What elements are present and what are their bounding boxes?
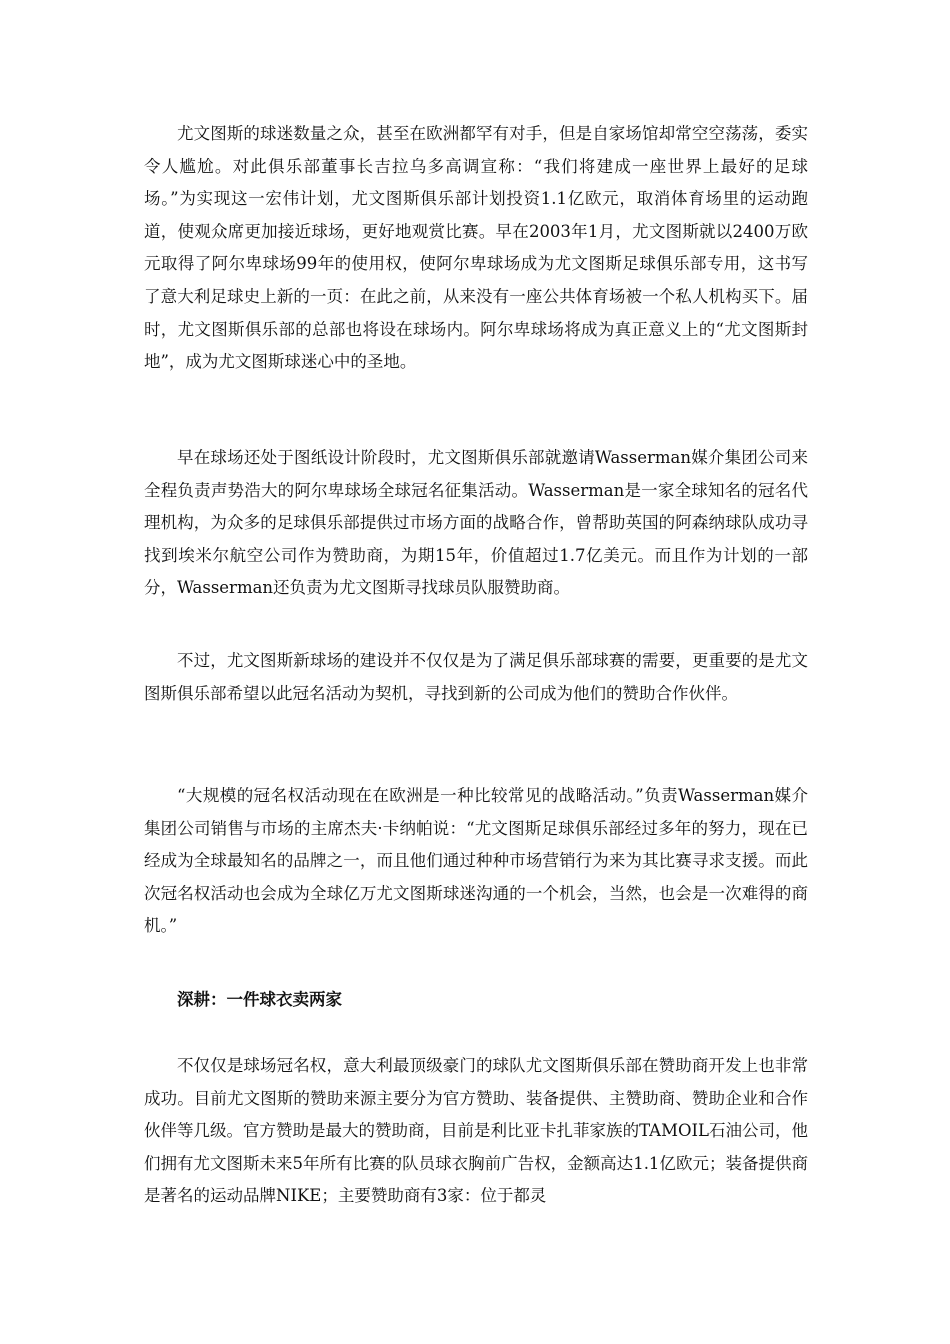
paragraph-wasserman-quote: “大规模的冠名权活动现在在欧洲是一种比较常见的战略活动。”负责Wasserman媒介集团公司销售与市场的主席杰夫·卡纳帕说：“尤文图斯足球俱乐部经过多年的努力，现在已经成为全球最知名的品牌之一，而且他们通过种种市场营销行为来为其比赛寻求支援。而此次冠名权活动也会成为全球亿万尤文图斯球迷沟通的一个机会，当然，也会是一次难得的商机。” — [144, 786, 808, 936]
section-heading: 深耕：一件球衣卖两家 — [177, 990, 342, 1009]
paragraph-sponsor-goal: 不过，尤文图斯新球场的建设并不仅仅是为了满足俱乐部球赛的需要，更重要的是尤文图斯俱乐部希望以此冠名活动为契机，寻找到新的公司成为他们的赞助合作伙伴。 — [144, 651, 808, 703]
paragraph-stadium-plan: 尤文图斯的球迷数量之众，甚至在欧洲都罕有对手，但是自家场馆却常空空荡荡，委实令人尴尬。对此俱乐部董事长吉拉乌多高调宣称：“我们将建成一座世界上最好的足球场。”为实现这一宏伟计划，尤文图斯俱乐部计划投资1.1亿欧元，取消体育场里的运动跑道，使观众席更加接近球场，更好地观赏比赛。早在2003年1月，尤文图斯就以2400万欧元取得了阿尔卑球场99年的使用权，使阿尔卑球场成为尤文图斯足球俱乐部专用，这书写了意大利足球史上新的一页：在此之前，从来没有一座公共体育场被一个私人机构买下。届时，尤文图斯俱乐部的总部也将设在球场内。阿尔卑球场将成为真正意义上的“尤文图斯封地”，成为尤文图斯球迷心中的圣地。 — [144, 124, 808, 372]
paragraph-sponsorship-levels: 不仅仅是球场冠名权，意大利最顶级豪门的球队尤文图斯俱乐部在赞助商开发上也非常成功。目前尤文图斯的赞助来源主要分为官方赞助、装备提供、主赞助商、赞助企业和合作伙伴等几级。官方赞助是最大的赞助商，目前是利比亚卡扎菲家族的TAMOIL石油公司，他们拥有尤文图斯未来5年所有比赛的队员球衣胸前广告权，金额高达1.1亿欧元；装备提供商是著名的运动品牌NIKE；主要赞助商有3家：位于都灵 — [144, 1056, 808, 1206]
paragraph-naming-campaign: 早在球场还处于图纸设计阶段时，尤文图斯俱乐部就邀请Wasserman媒介集团公司来全程负责声势浩大的阿尔卑球场全球冠名征集活动。Wasserman是一家全球知名的冠名代理机构，为众多的足球俱乐部提供过市场方面的战略合作，曾帮助英国的阿森纳球队成功寻找到埃米尔航空公司作为赞助商，为期15年，价值超过1.7亿美元。而且作为计划的一部分，Wasserman还负责为尤文图斯寻找球员队服赞助商。 — [144, 448, 808, 598]
